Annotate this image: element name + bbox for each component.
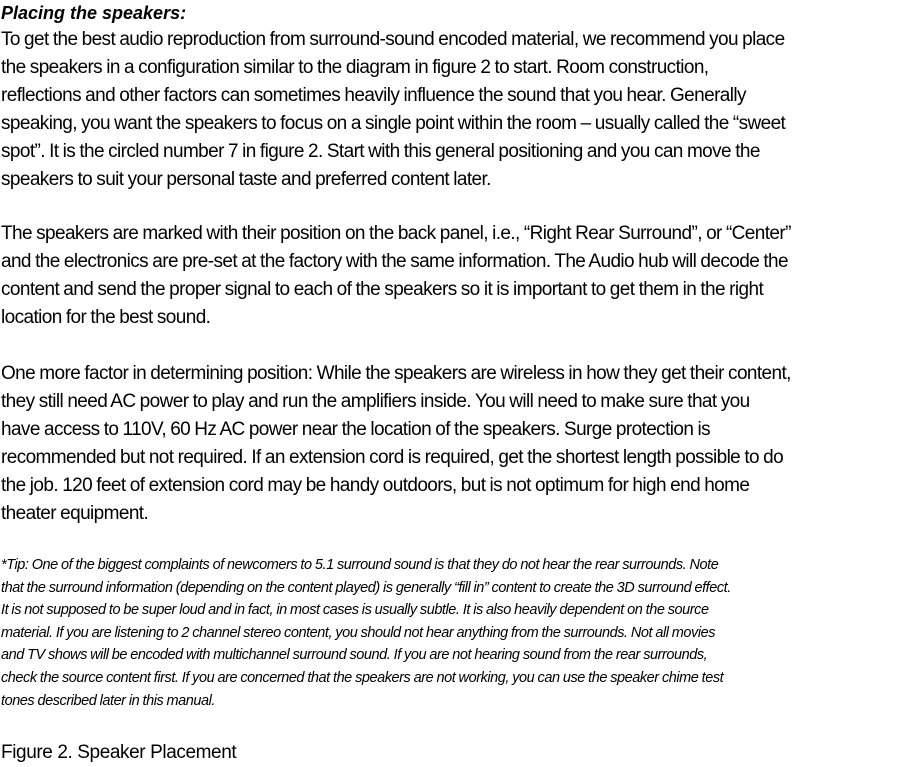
tip-rear-surrounds: *Tip: One of the biggest complaints of newcomers to 5.1 surround sound is that they do not hear the rear surrounds. Note that the surround information (depending on the content played) is generally “fill in” content to create the 3D surround effect. It is not supposed to be super loud and in fact, in most cases is usually subtle. It is also heavily dependent on the source material. If you are listening to 2 channel stereo content, you should not hear anything from the surrounds. Not all movies and TV shows will be encoded with multichannel surround sound. If you are not hearing sound from the rear surrounds, check the source content first. If you are concerned that the speakers are not working, you can use the speaker chime test tones described later in this manual. <box>1 557 731 709</box>
paragraph-ac-power: One more factor in determining position: While the speakers are wireless in how they get their content, they still need AC power to play and run the amplifiers inside. You will need to make sure that you have access to 110V, 60 Hz AC power near the location of the speakers. Surge protection is recommended but not required. If an extension cord is required, get the shortest length possible to do the job. 120 feet of extension cord may be handy outdoors, but is not optimum for high end home theater equipment. <box>1 363 791 524</box>
section-heading: Placing the speakers: <box>1 3 187 23</box>
paragraph-speaker-markings: The speakers are marked with their position on the back panel, i.e., “Right Rear Surround”, or “Center” and the electronics are pre-set at the factory with the same information. The Audio hub will decode the content and send the proper signal to each of the speakers so it is important to get them in the right location for the best sound. <box>1 223 791 328</box>
paragraph-speaker-placement: To get the best audio reproduction from surround-sound encoded material, we recommend you place the speakers in a configuration similar to the diagram in figure 2 to start. Room construction, reflections and other factors can sometimes heavily influence the sound that you hear. Generally speaking, you want the speakers to focus on a single point within the room – usually called the “sweet spot”. It is the circled number 7 in figure 2. Start with this general positioning and you can move the speakers to suit your personal taste and preferred content later. <box>1 29 786 190</box>
figure-caption: Figure 2. Speaker Placement <box>1 742 237 763</box>
